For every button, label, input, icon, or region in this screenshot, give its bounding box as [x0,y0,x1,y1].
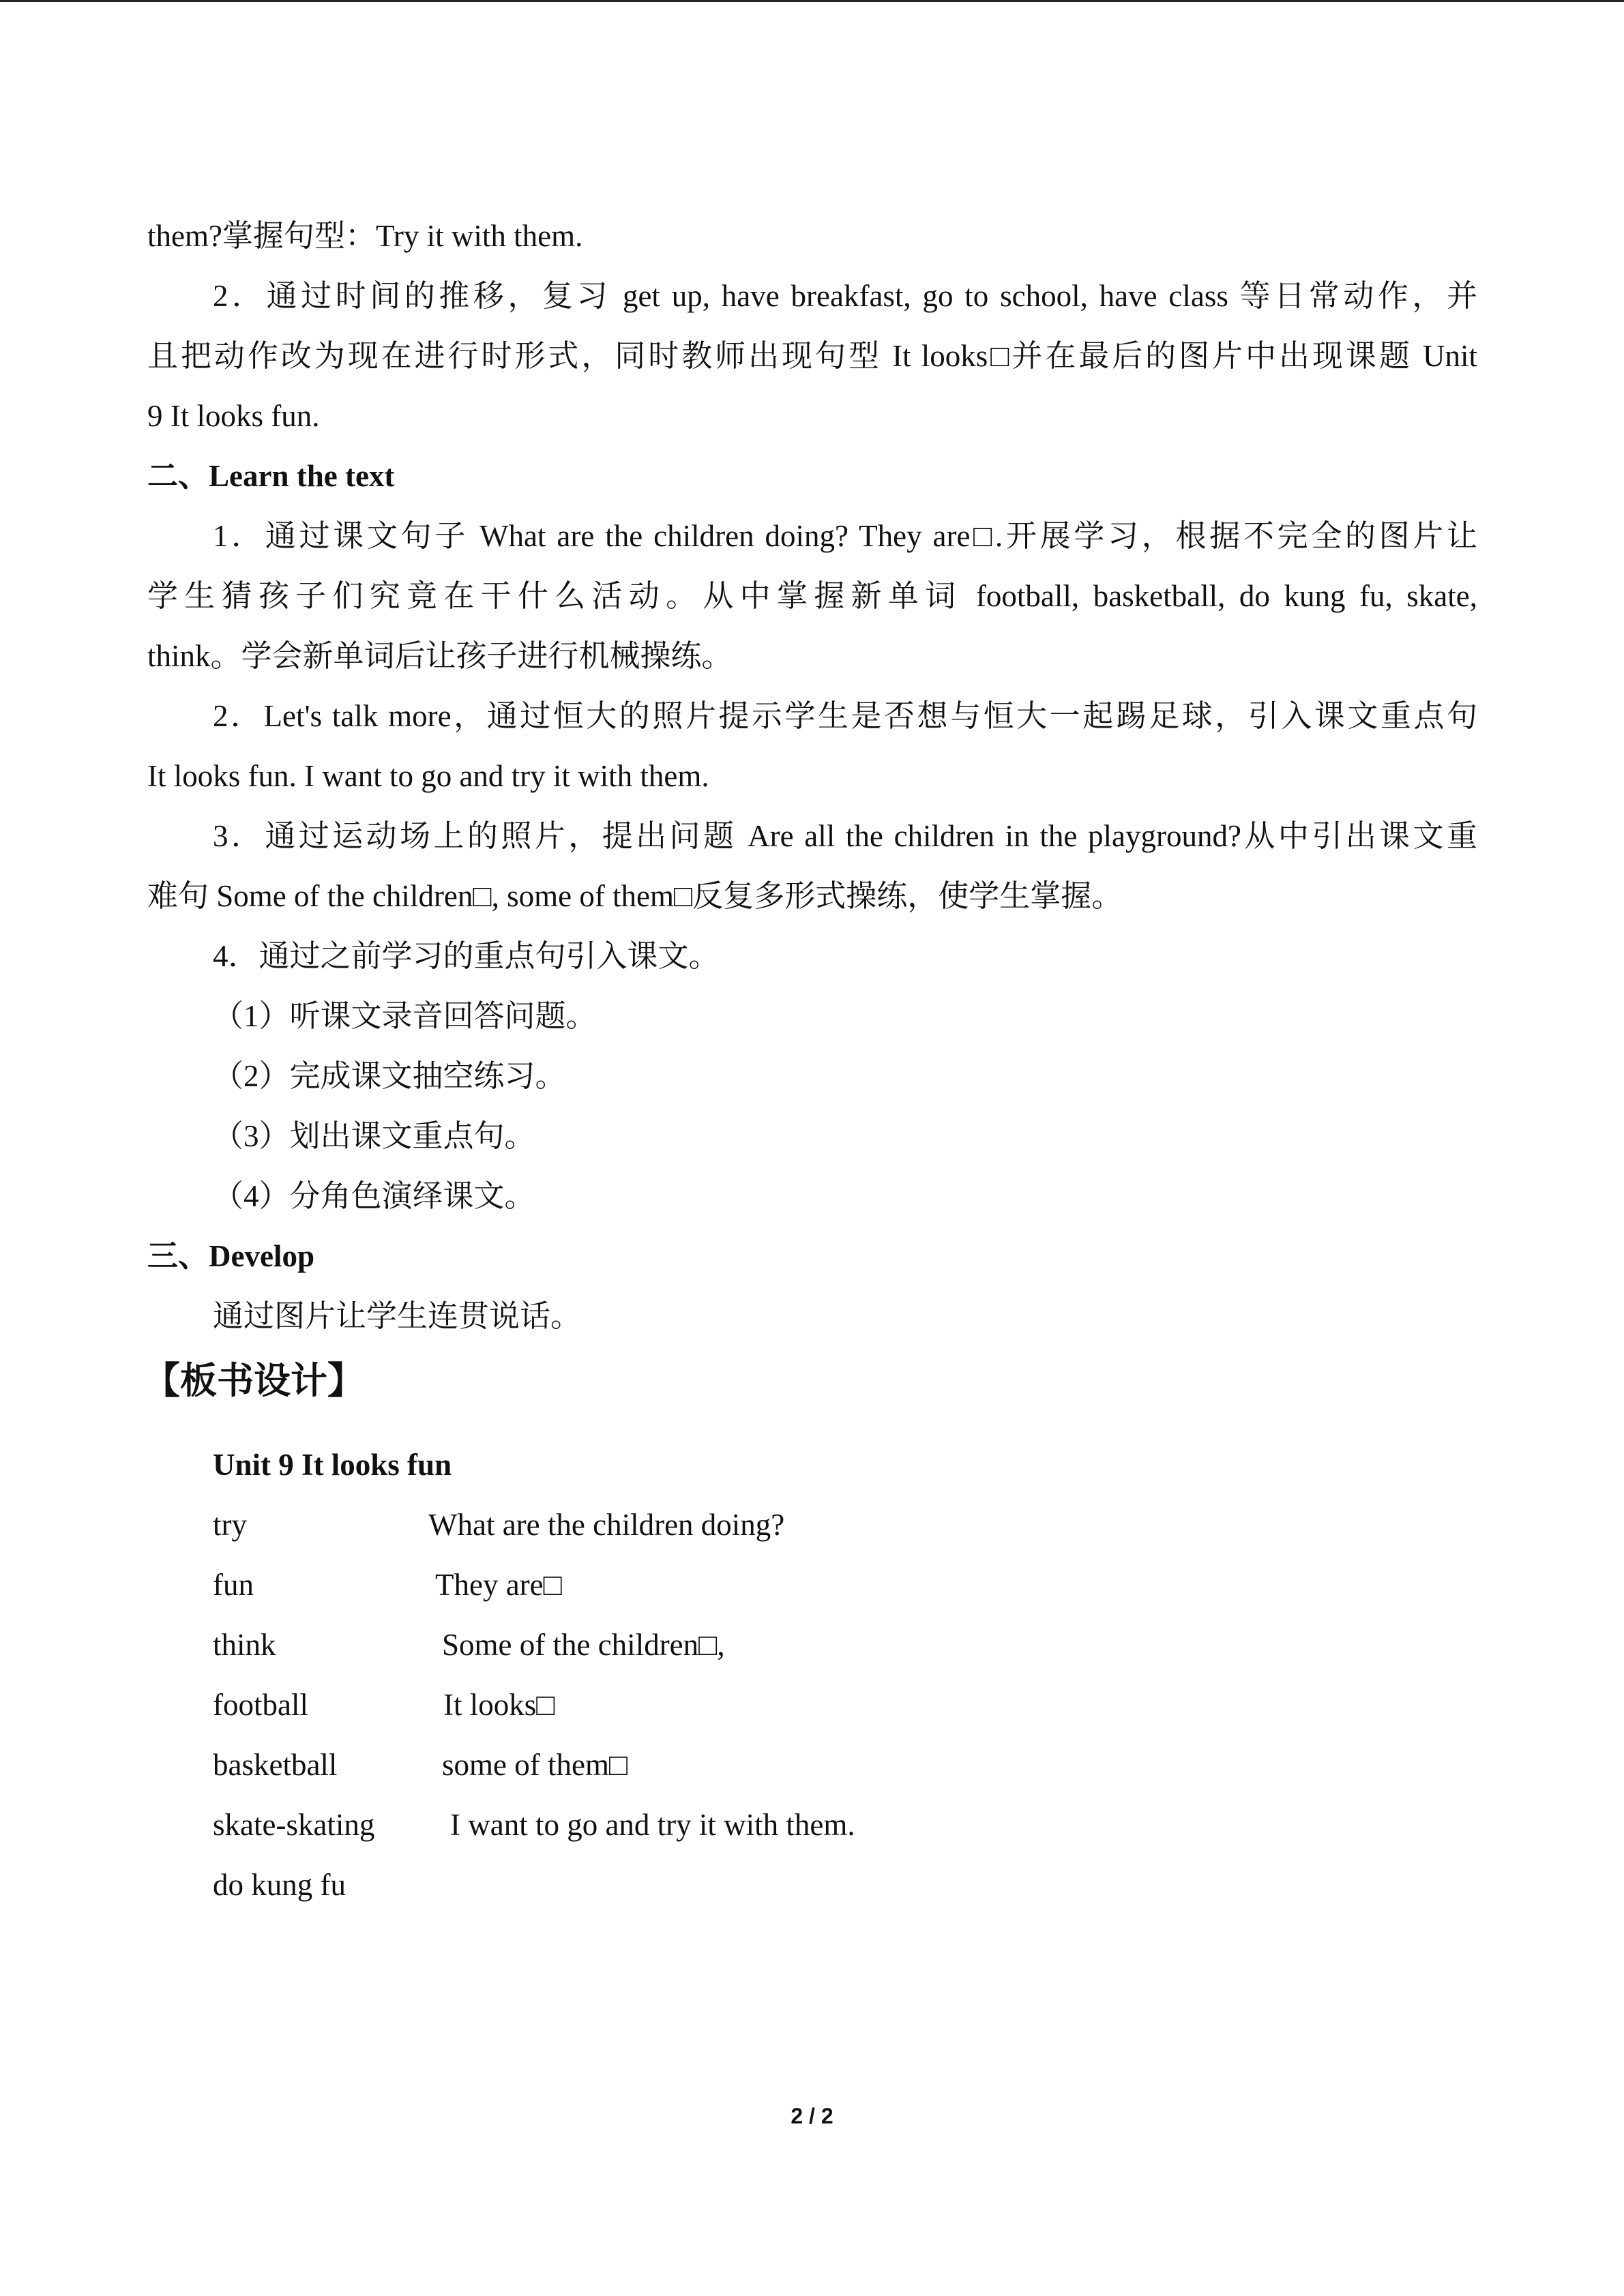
board-word: do kung fu [213,1868,346,1902]
paragraph-line: 通过图片让学生连贯说话。 [213,1299,582,1333]
paragraph-line: 1．通过课文句子 What are the children doing? They are□.开展学习，根据不完全的图片让 [213,519,1477,553]
board-word: fun [213,1568,254,1602]
board-word: try [213,1508,247,1542]
board-sentence: I want to go and try it with them. [450,1808,855,1842]
list-item: （3）划出课文重点句。 [213,1119,535,1153]
list-item: （4）分角色演绎课文。 [213,1179,535,1213]
list-item: （2）完成课文抽空练习。 [213,1059,566,1093]
paragraph-line: 3．通过运动场上的照片，提出问题 Are all the children in the playground?从中引出课文重 [213,819,1477,853]
paragraph-line: 4．通过之前学习的重点句引入课文。 [213,939,720,973]
board-word: basketball [213,1748,338,1782]
board-sentence: some of them□ [442,1748,628,1782]
paragraph-line: 9 It looks fun. [147,399,320,433]
paragraph-line: 2．通过时间的推移，复习 get up, have breakfast, go to school, have class 等日常动作，并 [213,279,1477,313]
paragraph-line: them?掌握句型：Try it with them. [147,219,583,253]
paragraph-line: 且把动作改为现在进行时形式，同时教师出现句型 It looks□并在最后的图片中出现课题 Unit [147,339,1477,373]
board-word: skate-skating [213,1808,375,1842]
paragraph-line: 学生猜孩子们究竟在干什么活动。从中掌握新单词 football, basketball, do kung fu, skate, [147,579,1477,613]
paragraph-line: 难句 Some of the children□, some of them□反复多形式操练，使学生掌握。 [147,879,1123,913]
board-sentence: What are the children doing? [428,1508,785,1542]
paragraph-line: 2．Let's talk more，通过恒大的照片提示学生是否想与恒大一起踢足球，引入课文重点句 [213,699,1477,733]
page-number: 2 / 2 [791,2104,833,2128]
list-item: （1）听课文录音回答问题。 [213,999,597,1033]
page-top-border [0,0,1624,2]
paragraph-line: think。学会新单词后让孩子进行机械操练。 [147,639,733,673]
section-heading: 三、Develop [147,1239,314,1273]
board-sentence: It looks□ [443,1688,555,1722]
board-unit-title: Unit 9 It looks fun [213,1448,452,1482]
board-word: football [213,1688,308,1722]
board-word: think [213,1628,276,1662]
board-design-heading: 【板书设计】 [143,1359,364,1402]
board-sentence: Some of the children□, [442,1628,725,1662]
paragraph-line: It looks fun. I want to go and try it with them. [147,759,709,793]
section-heading: 二、Learn the text [147,459,395,493]
board-sentence: They are□ [435,1568,562,1602]
